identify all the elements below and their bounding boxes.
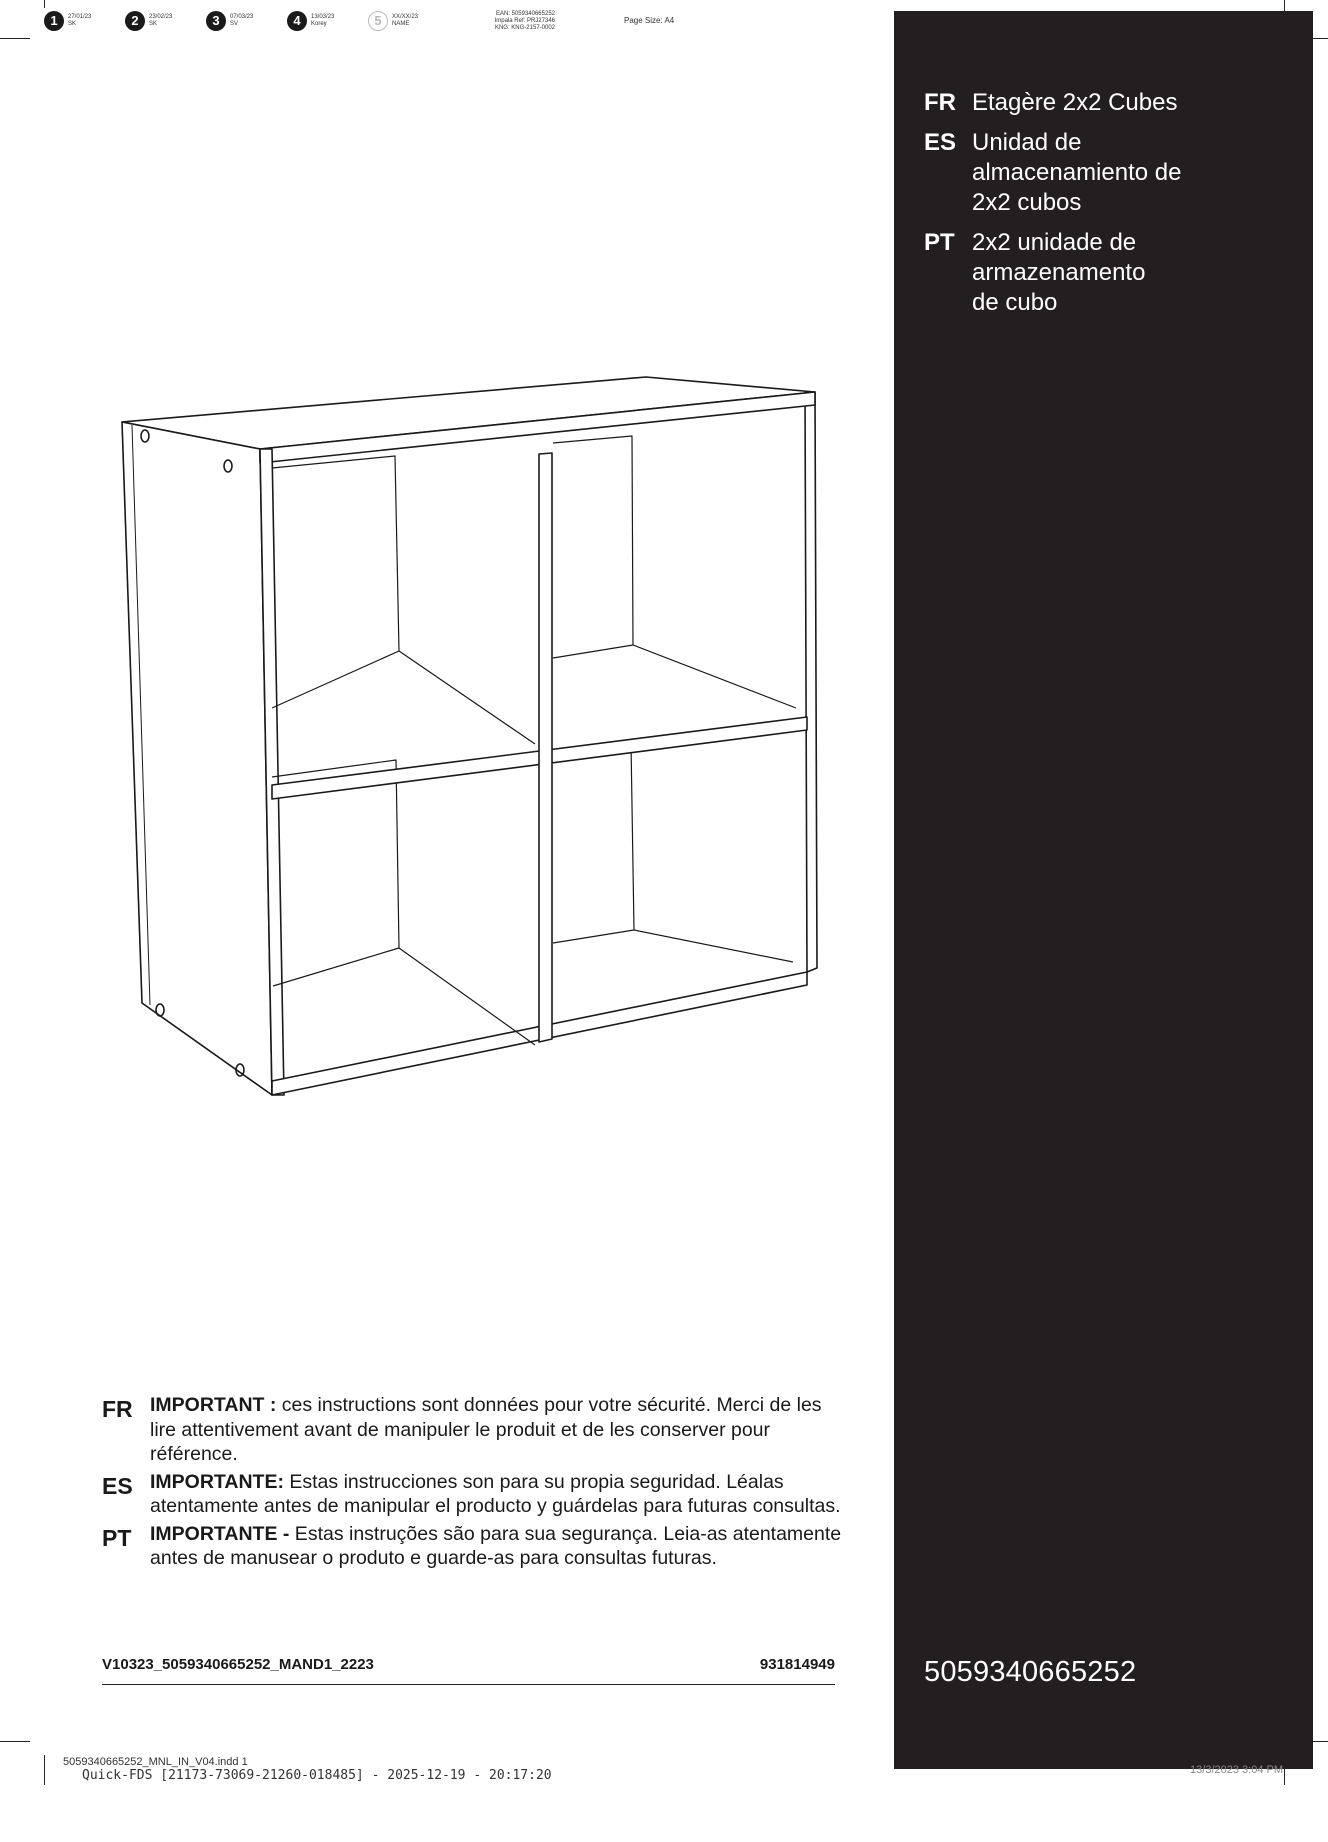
approval-initials: SK [149,21,158,27]
title-row-pt [924,228,1294,318]
approval-date: 27/01/23 [68,14,92,20]
ean-code: EAN: 5059340665252 [495,11,555,17]
cube-shelf-illustration [110,365,830,1110]
note-text: Estas instruções são para sua segurança. Leia-as atentamente antes de manusear o produto e guarde-as para consultas futuras. [150,1522,842,1569]
approval-number: 2 [125,11,145,31]
safety-notes [102,1393,842,1574]
note-es [102,1470,842,1519]
crop-mark [44,0,45,8]
language-code: ES [102,1472,133,1499]
title-row-fr [924,88,1294,118]
crop-mark [0,1741,30,1742]
kng-ref: KNG: KNG-2157-0002 [494,25,555,31]
footer-quickfds: Quick-FDS [21173-73069-21260-018485] - 2025-12-19 - 20:17:20 [82,1768,552,1783]
doc-ref-code: V10323_5059340665252_MAND1_2223 [102,1656,374,1673]
title-panel [894,11,1313,1776]
approval-initials: Korey [311,21,327,27]
approval-5 [368,11,418,31]
note-heading: IMPORTANT : [150,1394,277,1416]
approval-1 [44,11,91,31]
document-reference [102,1656,835,1685]
note-heading: IMPORTANTE: [150,1470,284,1493]
approval-initials: SV [230,21,239,27]
title-row-es [924,128,1294,218]
approval-initials: SK [68,21,77,27]
impala-ref: Impala Ref: PRJ27346 [494,18,555,24]
barcode-number: 5059340665252 [924,1656,1137,1688]
note-text: Estas instrucciones son para su propia seguridad. Léalas atentamente antes de manipular el producto y guárdelas para futuras consultas. [150,1470,841,1517]
crop-mark [44,1755,45,1785]
product-title: Etagère 2x2 Cubes [972,89,1178,116]
footer-file-name: 5059340665252_MNL_IN_V04.indd 1 [63,1756,248,1768]
approval-date: 23/02/23 [149,14,173,20]
approval-number: 3 [206,11,226,31]
language-code: PT [102,1524,132,1551]
language-code: PT [924,229,955,256]
approval-4 [287,11,334,31]
approval-date: 07/03/23 [230,14,254,20]
approval-3 [206,11,253,31]
note-pt [102,1522,842,1571]
page-size: Page Size: A4 [624,16,675,25]
vertical-divider [539,453,552,1042]
note-fr [102,1393,842,1467]
print-timestamp: 13/3/2023 3:04 PM [1190,1764,1283,1776]
product-title: 2x2 unidade de armazenamento de cubo [972,229,1146,316]
language-code: ES [924,129,957,156]
approval-2 [125,11,172,31]
language-code: FR [924,89,956,116]
approval-number: 5 [368,11,388,31]
note-heading: IMPORTANTE - [150,1522,290,1545]
reference-codes [465,11,555,32]
product-titles [924,88,1294,328]
crop-mark [0,38,30,39]
language-code: FR [102,1396,133,1422]
left-side-panel [122,422,272,1095]
product-title: Unidad de almacenamiento de 2x2 cubos [972,129,1182,216]
approval-initials: NAME [392,21,410,27]
doc-number: 931814949 [759,1656,835,1673]
approval-date: XX/XX/23 [392,14,419,20]
right-edge [805,392,817,972]
note-text: ces instructions sont données pour votre sécurité. Merci de les lire attentivement avant de manipuler le produit et de les conserver pour référence. [150,1394,822,1465]
approval-date: 13/03/23 [311,14,335,20]
approval-number: 1 [44,11,64,31]
approval-number: 4 [287,11,307,31]
